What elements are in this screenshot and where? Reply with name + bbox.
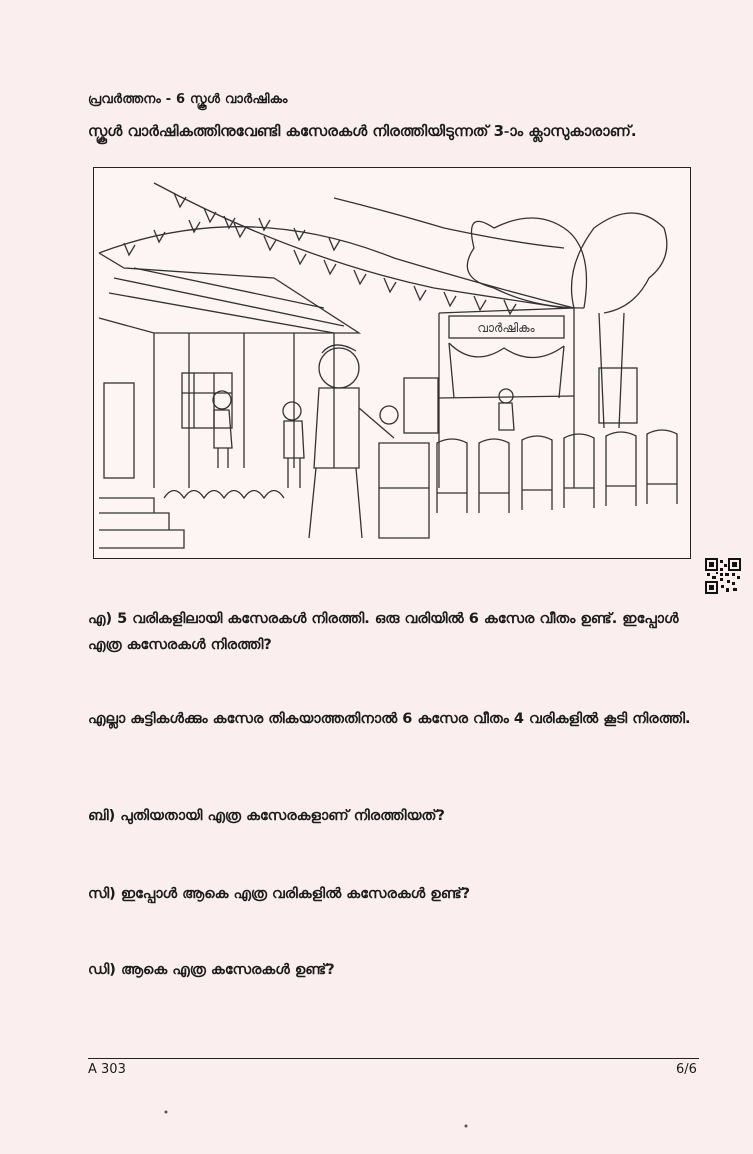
stage-banner-text: വാർഷികം bbox=[477, 321, 535, 335]
intro-text: സ്കൂൾ വാർഷികത്തിനുവേണ്ടി കസേരകൾ നിരത്തിയിടുന്നത് 3-ാം ക്ലാസുകാരാണ്. bbox=[88, 122, 637, 140]
question-d: ഡി) ആകെ എത്ര കസേരകൾ ഉണ്ട്? bbox=[88, 962, 335, 978]
question-b: ബി) പുതിയതായി എത്ര കസേരകളാണ് നിരത്തിയത്? bbox=[88, 808, 445, 824]
footer-page-number: 6/6 bbox=[676, 1062, 697, 1077]
question-c: സി) ഇപ്പോൾ ആകെ എത്ര വരികളിൽ കസേരകൾ ഉണ്ട്? bbox=[88, 886, 471, 902]
question-info-text: എല്ലാ കുട്ടികൾക്കും കസേര തികയാത്തതിനാൽ 6 കസേര വീതം 4 വരികളിൽ കൂടി നിരത്തി. bbox=[88, 711, 691, 727]
footer-code: A 303 bbox=[88, 1062, 126, 1077]
question-a: എ) 5 വരികളിലായി കസേരകൾ നിരത്തി. ഒരു വരിയിൽ 6 കസേര വീതം ഉണ്ട്. ഇപ്പോൾ എത്ര കസേരകൾ നിരത്തി? bbox=[88, 611, 679, 653]
activity-heading: പ്രവർത്തനം - 6 സ്കൂൾ വാർഷികം bbox=[88, 92, 288, 107]
